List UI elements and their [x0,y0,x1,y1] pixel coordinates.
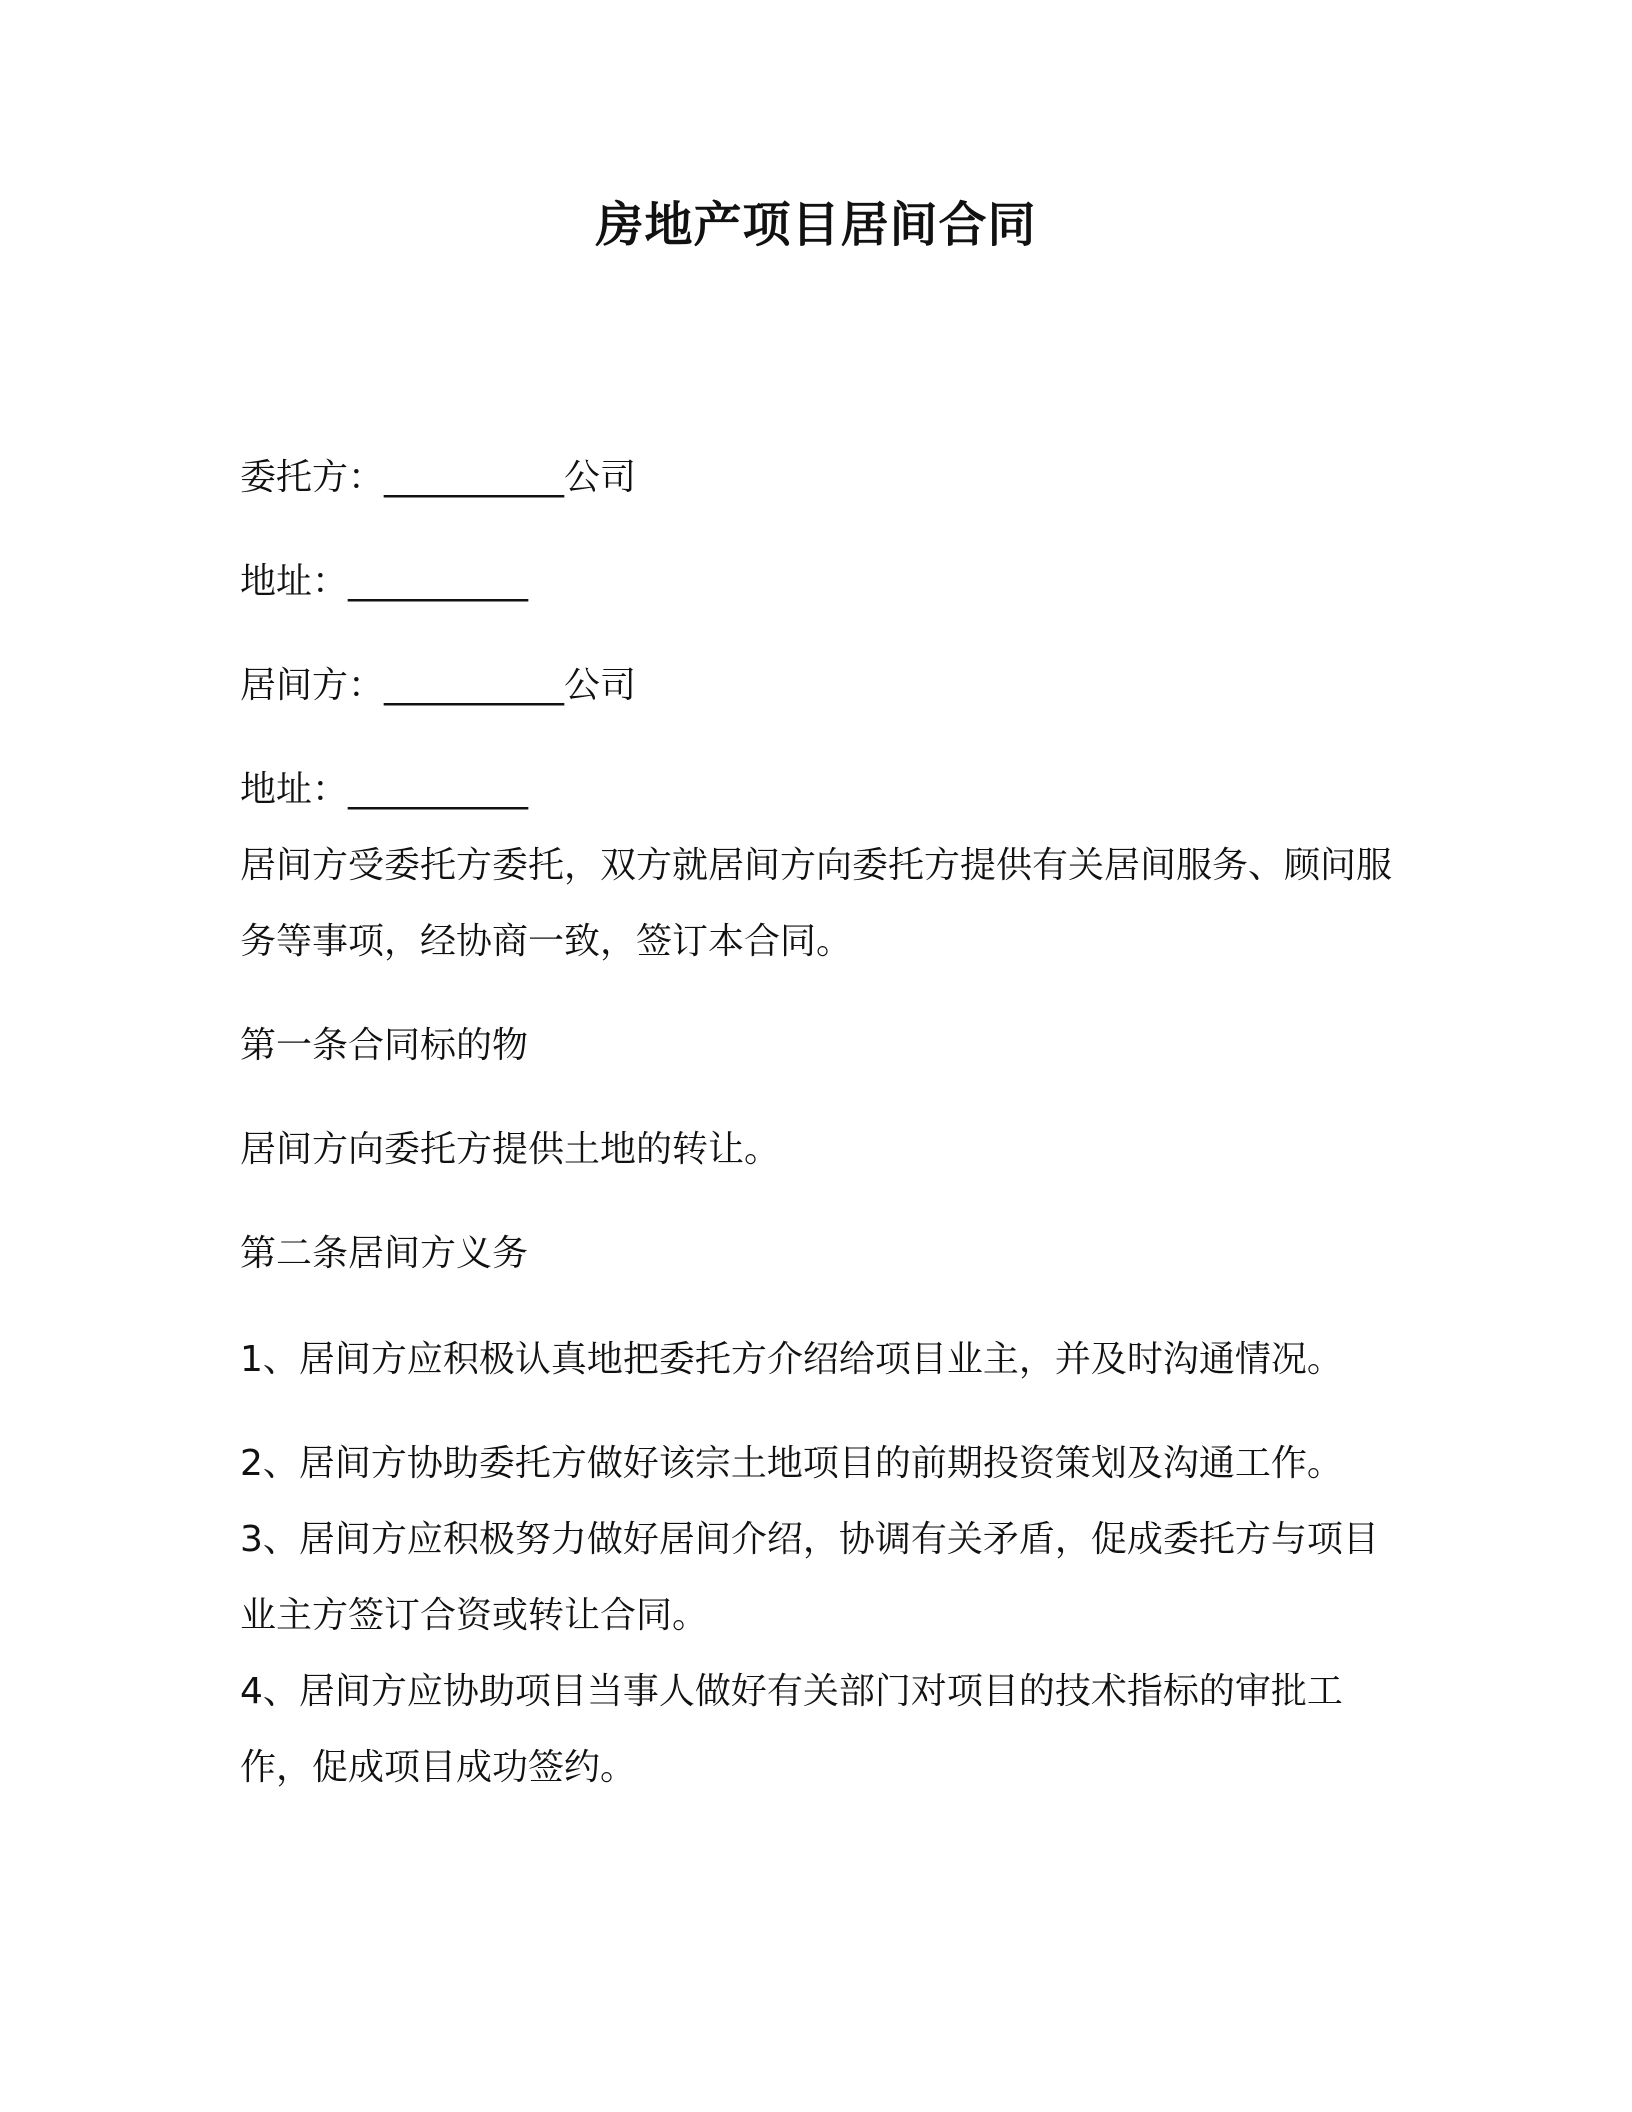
article-2-item: 2、居间方协助委托方做好该宗土地项目的前期投资策划及沟通工作。 [240,1443,1343,1484]
article-1-heading: 第一条合同标的物 [240,1025,529,1066]
article-2-item: 1、居间方应积极认真地把委托方介绍给项目业主，并及时沟通情况。 [240,1339,1343,1380]
article-2-item: 4、居间方应协助项目当事人做好有关部门对项目的技术指标的审批工作，促成项目成功签约。 [240,1671,1343,1788]
client-line: 委托方：__________公司 [240,457,637,498]
broker-line: 居间方：__________公司 [240,665,637,706]
article-2-item: 3、居间方应积极努力做好居间介绍，协调有关矛盾，促成委托方与项目业主方签订合资或转让合同。 [240,1519,1379,1636]
broker-address-line: 地址：__________ [240,769,529,810]
document-title: 房地产项目居间合同 [595,197,1037,253]
document-body [240,440,1400,1806]
preamble-paragraph: 居间方受委托方委托，双方就居间方向委托方提供有关居间服务、顾问服务等事项，经协商一致，签订本合同。 [240,845,1393,962]
article-2-heading: 第二条居间方义务 [240,1233,529,1274]
client-address-line: 地址：__________ [240,561,529,602]
article-1-text: 居间方向委托方提供土地的转让。 [240,1129,781,1170]
